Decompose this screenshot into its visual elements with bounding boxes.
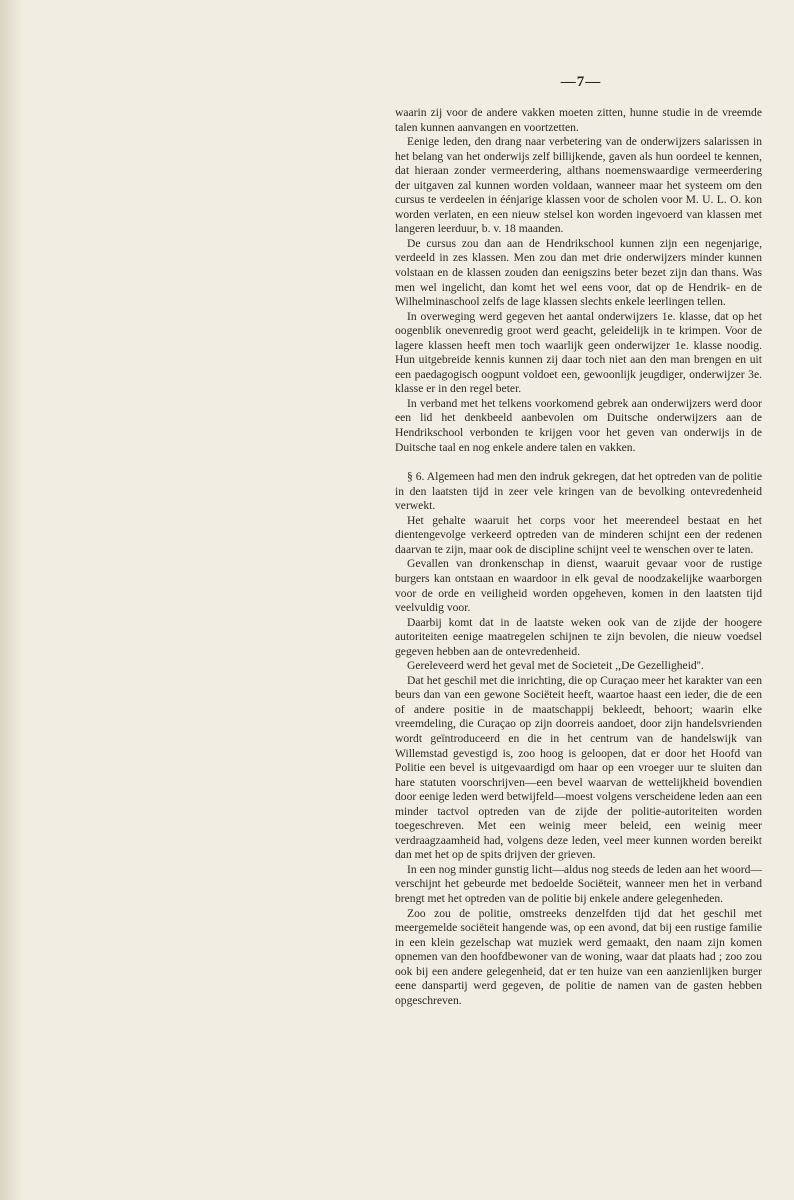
text-column xyxy=(395,106,762,1008)
paragraph-section-6-police: § 6. Algemeen had men den indruk gekregen, dat het optreden van de politie in den laatsten tijd in zeer vele kringen van de bevolking ontevredenheid verwekt. xyxy=(395,470,762,513)
paragraph-dispute-details: Dat het geschil met die inrichting, die op Curaçao meer het karakter van een beurs dan van een gewone Sociëteit heeft, waartoe haast een ieder, die de een of andere positie in de maatschappij bekleedt, behoort; waarin elke vreemdeling, die Curaçao op zijn doorreis aandoet, door zijn handelsvrienden wordt geïntroduceerd en die in het centrum van de handelswijk van Willemstad gevestigd is, zoo hoog is geloopen, dat er door het Hoofd van Politie een bevel is uitgevaardigd om haar op een vroeger uur te sluiten dan hare statuten voorschrijven—een bevel waarvan de wettelijkheid bovendien door eenige leden werd betwijfeld—moest volgens verscheidene leden aan een minder tactvol optreden van de zijde der politie-autoriteiten worden toegeschreven. Met een weinig meer beleid, een weinig meer verdraagzaamheid had, volgens deze leden, veel meer kunnen worden bereikt dan met het op de spits drijven der grieven. xyxy=(395,673,762,862)
paragraph-family-gathering: Zoo zou de politie, omstreeks denzelfden tijd dat het geschil met meergemelde sociëteit hangende was, op een avond, dat bij een rustige familie in een klein gezelschap wat muziek werd gemaakt, den naam zijn komen opnemen van den hoofdbewoner van de woning, waar dat plaats had ; zoo zou ook bij een andere gelegenheid, dat er ten huize van een aanzienlijken burger eene danspartij werd gegeven, de politie de namen van de gasten hebben opgeschreven. xyxy=(395,906,762,1007)
paragraph-hendrikschool-course: De cursus zou dan aan de Hendrikschool kunnen zijn een negenjarige, verdeeld in zes klassen. Men zou dan met drie onderwijzers minder kunnen volstaan en de klassen zouden dan eenigszins beter bezet zijn dan thans. Was men wel ingelicht, dan komt het wel eens voor, dat op de Hendrik- en de Wilhelminaschool zelfs de lage klassen slechts enkele leerlingen tellen. xyxy=(395,236,762,309)
paragraph-societeit-case: Gereleveerd werd het geval met de Societeit ,,De Gezelligheid''. xyxy=(407,659,704,673)
paragraph-german-teachers: In verband met het telkens voorkomend gebrek aan onderwijzers werd door een lid het denkbeeld aanbevolen om Duitsche onderwijzers aan de Hendrikschool verbonden te krijgen voor het geven van onderwijs in de Duitsche taal en nog enkele andere talen en vakken. xyxy=(395,396,762,454)
paragraph-corps-quality: Het gehalte waaruit het corps voor het meerendeel bestaat en het dientengevolge verkeerd optreden van de minderen schijnt een der redenen daarvan te zijn, maar ook de discipline schijnt veel te wenschen over te laten. xyxy=(395,513,762,556)
binding-shadow xyxy=(0,0,22,1200)
paragraph-first-class-teachers: In overweging werd gegeven het aantal onderwijzers 1e. klasse, dat op het oogenblik onevenredig groot werd geacht, geleidelijk in te krimpen. Voor de lagere klassen heeft men toch waarlijk geen onderwijzer 1e. klasse noodig. Hun uitgebreide kennis kunnen zij daar toch niet aan den man brengen en uit een paedagogisch oogpunt voldoet een, gewoonlijk jeugdiger, onderwijzer 3e. klasse er in den regel beter. xyxy=(395,309,762,396)
page-number: —7— xyxy=(560,74,602,90)
paragraph-higher-authorities: Daarbij komt dat in de laatste weken ook van de zijde der hoogere autoriteiten eenige maatregelen schijnen te zijn bevolen, die nieuw voedsel gegeven hebben aan de ontevredenheid. xyxy=(395,615,762,658)
paragraph-continuation: waarin zij voor de andere vakken moeten zitten, hunne studie in de vreemde talen kunnen aanvangen en voortzetten. xyxy=(395,106,762,134)
paragraph-salary-proposal: Eenige leden, den drang naar verbetering van de onderwijzers salarissen in het belang van het onderwijs zelf billijkende, gaven als hun oordeel te kennen, dat hieraan zonder vermeerdering, althans noemenswaardige vermeerdering der uitgaven zal kunnen worden voldaan, wanneer maar het systeem om den cursus te verdeelen in éénjarige klassen voor de scholen voor M. U. L. O. kon worden verlaten, en een nieuw stelsel kon worden ingevoerd van klassen met langeren leerduur, b. v. 18 maanden. xyxy=(395,135,762,236)
paragraph-drunkenness: Gevallen van dronkenschap in dienst, waaruit gevaar voor de rustige burgers kan ontstaan en waardoor in elk geval de noodzakelijke waarborgen voor de orde en veiligheid worden opgeheven, komen in den laatsten tijd veelvuldig voor. xyxy=(395,557,762,615)
paragraph-less-favourable-light: In een nog minder gunstig licht—aldus nog steeds de leden aan het woord—verschijnt het gebeurde met bedoelde Sociëteit, wanneer men het in verband brengt met het optreden van de politie bij enkele andere gelegenheden. xyxy=(395,862,762,905)
